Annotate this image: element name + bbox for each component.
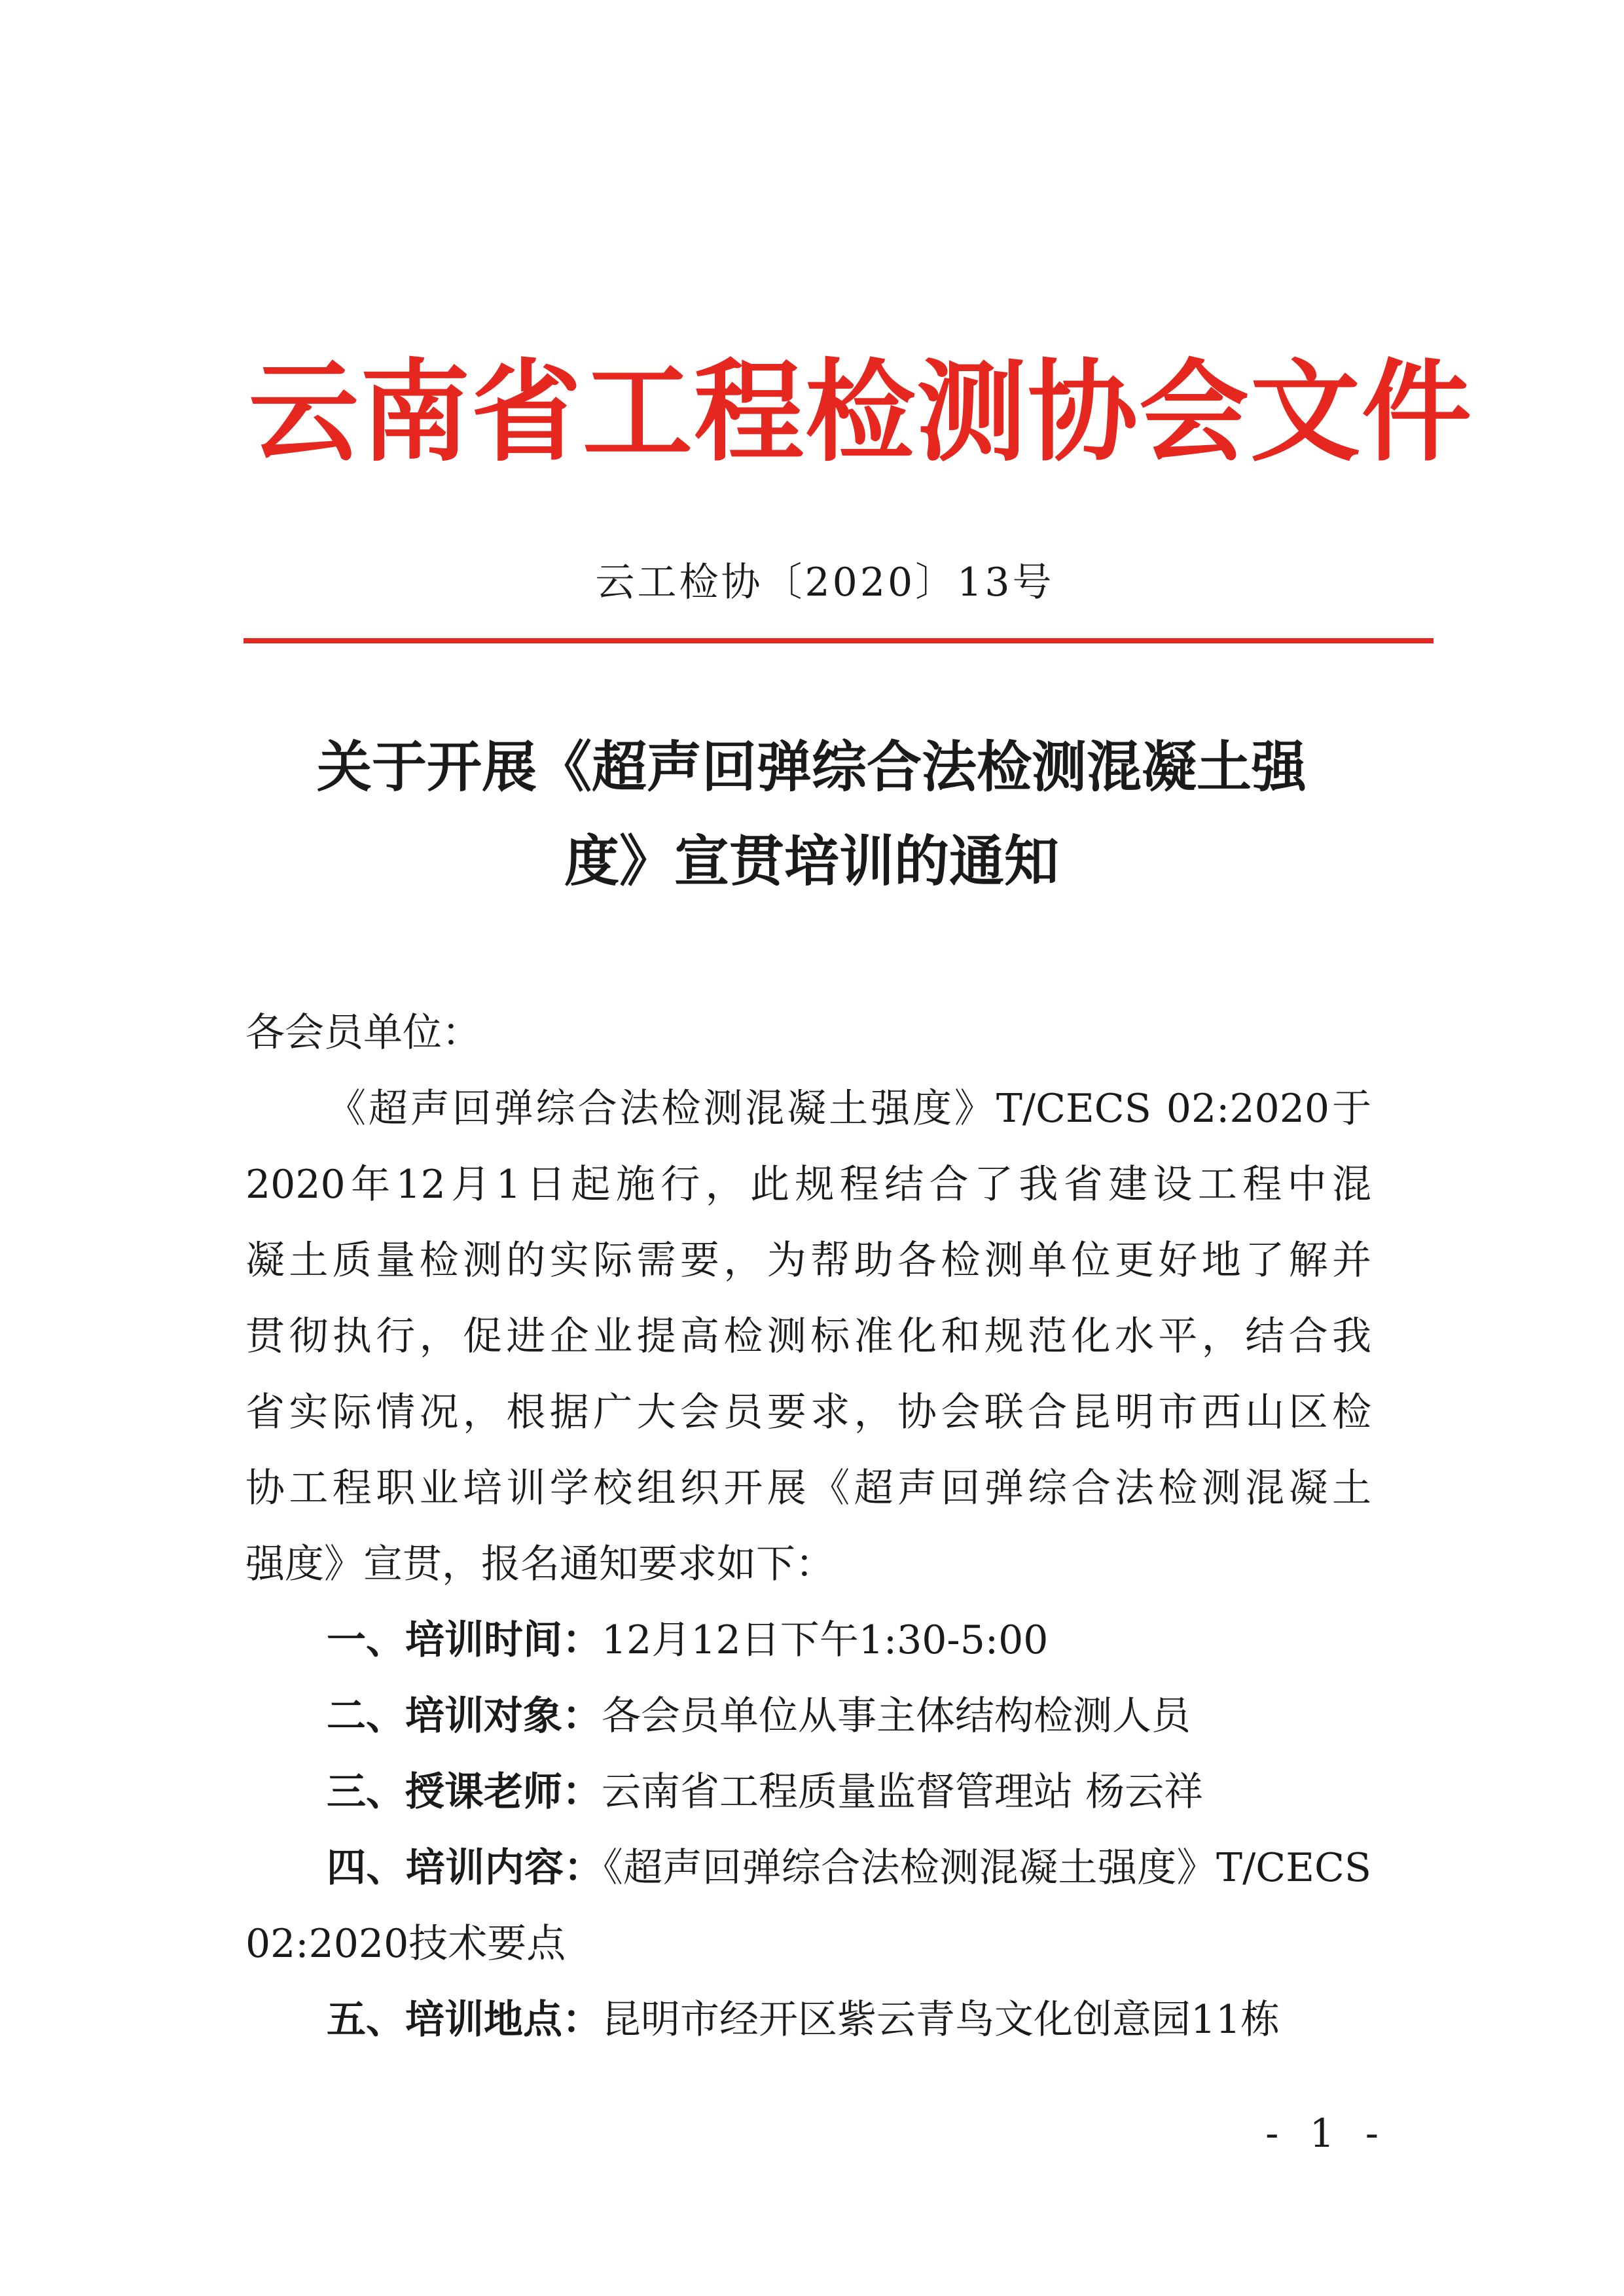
item-training-target [245,1678,1371,1754]
document-title [196,720,1427,908]
item-training-content-continuation: 02:2020技术要点 [245,1921,566,1967]
item-training-time [245,1602,1371,1678]
intro-line: 2020年12月1日起施行，此规程结合了我省建设工程中混 [245,1162,1371,1208]
item-label: 五、培训地点： [327,1997,602,2043]
item-value: 云南省工程质量监督管理站 杨云祥 [602,1769,1204,1815]
intro-line: 协工程职业培训学校组织开展《超声回弹综合法检测混凝土 [245,1465,1371,1511]
salutation: 各会员单位： [245,1010,481,1056]
masthead-title: 云南省工程检测协会文件 [249,348,1473,476]
intro-line: 省实际情况，根据广大会员要求，协会联合昆明市西山区检 [245,1390,1371,1435]
item-value: 昆明市经开区紫云青鸟文化创意园11栋 [602,1997,1280,2043]
intro-line: 贯彻执行，促进企业提高检测标准化和规范化水平，结合我 [245,1314,1371,1359]
title-line-1: 关于开展《超声回弹综合法检测混凝土强 [316,734,1307,799]
document-number: 云工检协〔2020〕13号 [595,560,1055,605]
intro-line: 凝土质量检测的实际需要，为帮助各检测单位更好地了解并 [245,1238,1371,1283]
page-number: - 1 - [1265,2111,1388,2157]
item-training-location [245,1982,1371,2058]
item-label: 二、培训对象： [327,1693,602,1739]
intro-line: 《超声回弹综合法检测混凝土强度》T/CECS 02:2020于 [327,1086,1371,1132]
item-value: 各会员单位从事主体结构检测人员 [602,1693,1191,1739]
item-value: 12月12日下午1:30-5:00 [602,1617,1049,1663]
item-label: 三、授课老师： [327,1769,602,1815]
title-line-2: 度》宣贯培训的通知 [564,829,1059,893]
item-value: 《超声回弹综合法检测混凝土强度》T/CECS [603,1845,1372,1891]
item-label: 一、培训时间： [327,1617,602,1663]
red-divider-rule [244,638,1434,643]
intro-line: 强度》宣贯，报名通知要求如下： [245,1541,835,1587]
item-label: 四、培训内容： [327,1845,604,1891]
item-instructor [245,1754,1371,1830]
item-training-content [245,1830,1371,1906]
document-body [245,995,1371,2058]
